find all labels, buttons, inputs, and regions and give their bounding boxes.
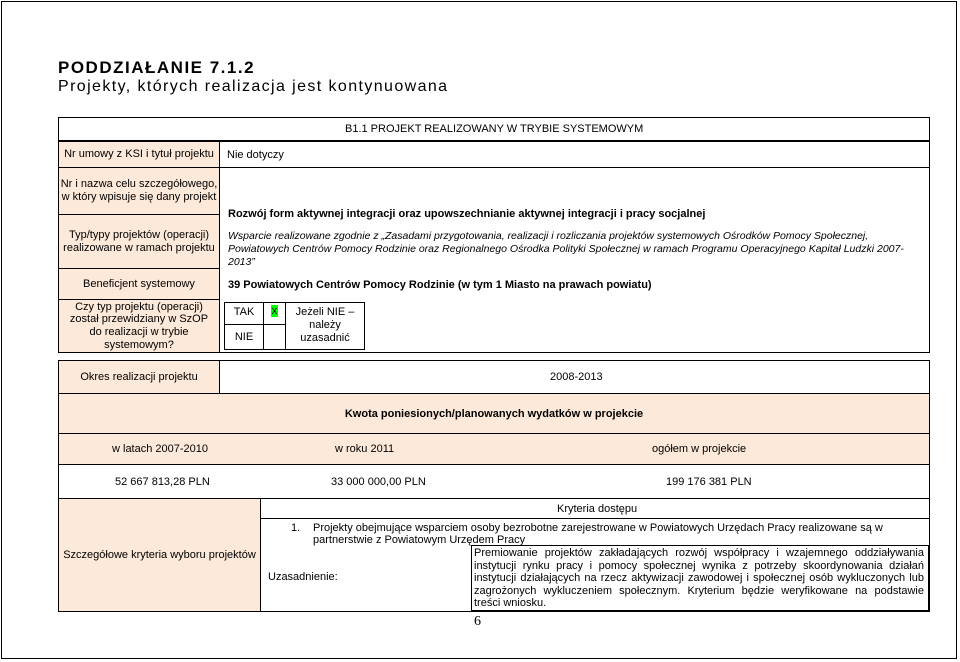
- szop-label: Czy typ projektu (operacji) został przewidziany w SzOP do realizacji w trybie systemowym?: [58, 299, 220, 353]
- szop-no-option: NIE: [234, 331, 254, 343]
- costs-values-row: [58, 464, 930, 499]
- page-title: PODDZIAŁANIE 7.1.2: [58, 58, 256, 77]
- period-value: 2008-2013: [550, 371, 603, 383]
- type-value: Wsparcie realizowane zgodnie z „Zasadami przygotowania, realizacji i rozliczania projektów systemowych Ośrodków Pomocy Społecznej, Powiatowych Centrów Pomocy Rodzinie oraz Regionalnego Ośrodka Polityki Społecznej w ramach Programu Operacyjnego Kapitał Ludzki 2007-2013”: [228, 230, 904, 268]
- costs-value-2011: 33 000 000,00 PLN: [331, 476, 426, 488]
- costs-col-2011: w roku 2011: [335, 443, 395, 455]
- justification-label: Uzasadnienie:: [268, 571, 338, 583]
- criteria-item-number: 1.: [291, 522, 301, 534]
- costs-col-total: ogółem w projekcie: [652, 443, 747, 455]
- costs-header: Kwota poniesionych/planowanych wydatków w projekcie: [344, 408, 644, 420]
- beneficiary-value: 39 Powiatowych Centrów Pomocy Rodzinie (w tym 1 Miasto na prawach powiatu): [228, 279, 652, 291]
- type-label: Typ/typy projektów (operacji) realizowane w ramach projektu: [58, 214, 220, 269]
- agreement-value: Nie dotyczy: [227, 149, 284, 161]
- costs-columns-row: [58, 433, 930, 465]
- costs-header-cell: [58, 393, 930, 434]
- section-header-text: B1.1 PROJEKT REALIZOWANY W TRYBIE SYSTEMOWYM: [345, 123, 644, 135]
- criteria-item-text: Projekty obejmujące wsparciem osoby bezrobotne zarejestrowane w Powiatowych Urzędach Pracy realizowane są w partnerstwie z Powiatowym Urzędem Pracy: [313, 522, 883, 546]
- costs-col-2007-2010: w latach 2007-2010: [112, 443, 209, 455]
- section-header: [58, 117, 930, 141]
- costs-value-total: 199 176 381 PLN: [666, 476, 752, 488]
- szop-yes-option: TAK: [233, 306, 255, 318]
- agreement-label: Nr umowy z KSI i tytuł projektu: [58, 141, 220, 168]
- beneficiary-label: Beneficjent systemowy: [58, 268, 220, 300]
- page-number: 6: [474, 614, 481, 629]
- goal-label: Nr i nazwa celu szczegółowego, w który wpisuje się dany projekt: [58, 167, 220, 215]
- period-value-cell: [219, 360, 930, 394]
- costs-value-2007-2010: 52 667 813,28 PLN: [115, 476, 210, 488]
- period-label: Okres realizacji projektu: [58, 360, 220, 394]
- agreement-value-cell: [219, 141, 930, 168]
- szop-note: Jeżeli NIE – należy uzasadnić: [295, 306, 355, 344]
- justification-text: Premiowanie projektów zakładających rozwój współpracy i wzajemnego oddziaływania instytucji rynku pracy i pomocy społecznej wynika z potrzeby skoordynowania działań instytucji działających na rzecz aktywizacji zawodowej i społecznej osób wykluczonych lub zagrożonych wykluczeniem społecznym. Kryterium będzie weryfikowane na podstawie treści wniosku.: [474, 547, 924, 609]
- page-subtitle: Projekty, których realizacja jest kontynuowana: [58, 78, 449, 95]
- criteria-header: Kryteria dostępu: [557, 503, 638, 515]
- criteria-label: Szczegółowe kryteria wyboru projektów: [58, 498, 261, 612]
- goal-value: Rozwój form aktywnej integracji oraz upowszechnianie aktywnej integracji i pracy socjalnej: [228, 208, 706, 220]
- szop-yes-mark: x: [271, 305, 278, 317]
